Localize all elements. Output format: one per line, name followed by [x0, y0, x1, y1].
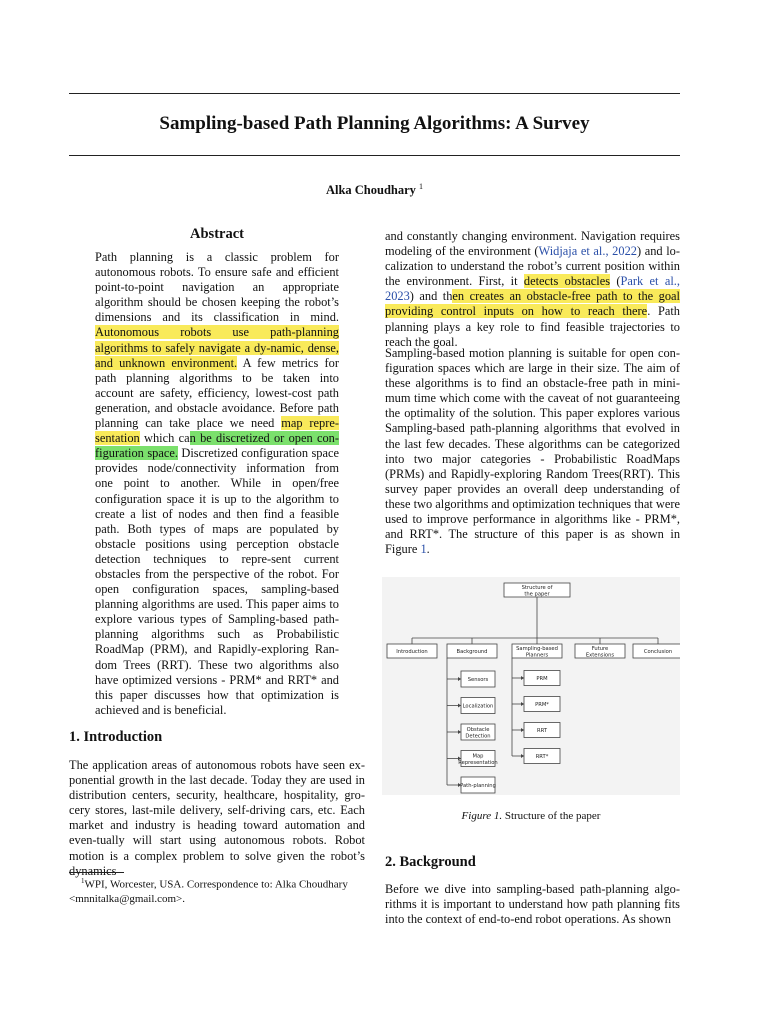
highlight-green: n be discretized or open con-figuration space. [95, 431, 339, 461]
background-text: Before we dive into sampling-based path-planning algo-rithms it is important to understand how path planning fits into the context of end-to-end robot operations. As shown [385, 882, 680, 927]
highlight-yellow: detects obstacles [523, 274, 611, 289]
arrow-head [521, 754, 524, 758]
root-node-label: the paper [524, 591, 550, 598]
title-rule [69, 155, 680, 156]
background-body [385, 882, 680, 927]
paper-title: Sampling-based Path Planning Algorithms: A Survey [159, 113, 590, 134]
abstract-heading: Abstract [190, 226, 244, 242]
footnote-mark: 1 [81, 877, 85, 885]
footnote-email: <mnnitalka@gmail.com>. [69, 892, 186, 905]
right-paragraph-1: and constantly changing environment. Navigation requires modeling of the environment (Widjaja et al., 2022) and lo- calization to understand the robot’s current position within the environment. First, it detects obstacles (Park et al., 2023) and then creates an obstacle-free path to the goal providing control inputs on how to reach there. Path planning plays a key role to find feasible trajectories to reach the goal. [385, 229, 680, 349]
background-child-3-label: Map [472, 753, 484, 760]
figure-caption-text: Structure of the paper [504, 810, 601, 822]
figure-caption-label: Figure 1. [461, 810, 503, 822]
level1-node-3-label: Future [591, 645, 609, 652]
background-child-0-label: Sensors [467, 677, 489, 683]
arrow-head [458, 704, 461, 708]
planner-child-1-label: PRM* [535, 702, 549, 708]
citation-link[interactable]: Widjaja et al., 2022 [538, 244, 637, 259]
section-heading-background: 2. Background [385, 854, 476, 870]
level1-node-1-label: Background [456, 649, 488, 655]
author-name: Alka Choudhary [325, 183, 416, 198]
right-paragraph-2: Sampling-based motion planning is suitable for open con-figuration spaces which are large in their size. The aim of these algorithms is to find an obstacle-free path in mini-mum time which come with the caveat of not guaranteeing the optimality of the solution. This paper explores various Sampling-based path-planning algorithms that evolved in the last few decades. These algorithms can be categorized into two major categories - Probabilistic RoadMaps (PRMs) and Rapidly-exploring Random Trees(RRT). This survey paper provides an overall deep understanding of these two algorithms and optimization techniques that were used to improve performance in algorithms like - PRM*, and RRT*. The structure of this paper is as shown in Figure 1. [385, 346, 681, 557]
figure-structure-diagram [382, 577, 680, 795]
background-child-1-label: Localization [462, 703, 494, 710]
level1-node-3-label: Extensions [585, 652, 615, 659]
highlight-yellow: Autonomous robots use path-planning algorithms to safely navigate a dy-namic, dense, and unknown environment. [95, 325, 340, 370]
arrow-head [458, 730, 461, 734]
introduction-text: The application areas of autonomous robots have seen ex-ponential growth in the last decade. Today they are used in distribution centers, security, healthcare, hospitality, gro-cery stores, last-mile delivery, self-driving cars, etc. Each market and industry is heading toward automation and even-tually will start using autonomous robots. Robot motion is a complex problem to solve given the robot’s dynamics [69, 758, 365, 878]
author-line [69, 182, 680, 198]
background-child-2-label: Detection [465, 733, 491, 740]
highlight-yellow: en creates an obstacle-free path to the goal providing control inputs on how to reach there [385, 289, 680, 319]
citation-link[interactable]: Park et al., 2023 [385, 274, 680, 304]
footnote-rule [69, 872, 124, 873]
top-rule [69, 93, 680, 94]
introduction-body [69, 758, 365, 879]
level1-node-2-label: Planners [525, 652, 549, 659]
root-node-label: Structure of [521, 584, 553, 591]
level1-node-0-label: Introduction [396, 649, 428, 655]
section-heading-introduction: 1. Introduction [69, 729, 163, 745]
arrow-head [521, 702, 524, 706]
arrow-head [521, 728, 524, 732]
background-child-3-label: Representation [458, 759, 498, 766]
right-column-p1 [385, 229, 680, 350]
figure-reference-link[interactable]: 1 [420, 542, 427, 557]
figure-caption [382, 810, 680, 822]
abstract-text: Path planning is a classic problem for autonomous robots. To ensure safe and efficient point-to-point navigation an appropriate algorithm should be chosen keeping the robot’s dimensions and its classification in mind. Autonomous robots use path-planning algorithms to safely navigate a dy-namic, dense, and unknown environment. A few metrics for path planning algorithms to be taken into account are safety, efficiency, lowest-cost path generation, and obstacle avoidance. Before path planning can take place we need map repre-sentation which can be discretized or open con-figuration space. Discretized configuration space provides node/connectivity information from one point to another. While in open/free configuration space it is up to the algorithm to create a list of nodes and then find a feasible path. Both types of maps are populated by obstacle positions using perception obstacle detection techniques to repre-sent current obstacles from the perspective of the robot. For open configuration spaces, sampling-based planning algorithms are used. This paper aims to explore various types of Sampling-based path-planning algorithms such as Probabilistic RoadMap (PRM), and Rapidly-exploring Ran-dom Trees (RRT). These two algorithms also have optimized versions - PRM* and RRT* and this paper discusses how that optimization is achieved and is beneficial. [95, 250, 340, 717]
footnote [69, 874, 365, 906]
level1-node-2-label: Sampling-based [516, 645, 558, 652]
planner-child-3-label: RRT* [535, 754, 549, 760]
planner-child-2-label: RRT [537, 728, 547, 734]
background-child-2-label: Obstacle [466, 726, 490, 733]
author-mark: 1 [419, 182, 424, 191]
background-child-4-label: Path-planning [460, 783, 496, 789]
planner-child-0-label: PRM [536, 676, 548, 682]
structure-diagram-svg [382, 577, 680, 795]
level1-node-4-label: Conclusion [643, 649, 673, 655]
arrow-head [458, 677, 461, 681]
abstract-body [95, 250, 339, 718]
arrow-head [521, 676, 524, 680]
highlight-yellow: map repre-sentation [95, 416, 339, 446]
right-column-p2 [385, 346, 680, 557]
footnote-affiliation: WPI, Worcester, USA. Correspondence to: Alka Choudhary [84, 878, 348, 891]
